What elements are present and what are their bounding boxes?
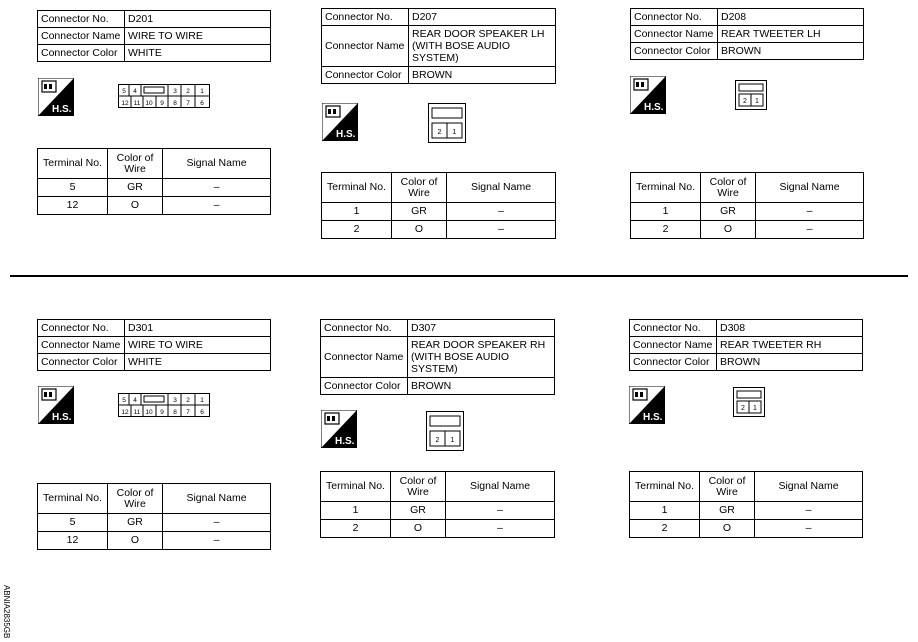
hs-label: H.S. (52, 412, 72, 423)
terminal-cell: 5 (38, 514, 108, 532)
pin-label: 3 (173, 397, 177, 404)
wire-color-cell: GR (700, 502, 755, 520)
hs-label: H.S. (52, 104, 72, 115)
wire-color-cell: GR (391, 502, 446, 520)
pin-label: 10 (145, 100, 153, 107)
wire-color-cell: O (108, 197, 163, 215)
color-of-wire-header: Color of Wire (701, 173, 756, 203)
signal-name-header: Signal Name (163, 149, 271, 179)
wire-color-cell: O (701, 221, 756, 239)
color-of-wire-header: Color of Wire (391, 472, 446, 502)
hs-icon (321, 410, 357, 448)
terminal-cell: 12 (38, 197, 108, 215)
terminal-cell: 12 (38, 532, 108, 550)
terminal-cell: 2 (321, 520, 391, 538)
wire-color-cell: O (700, 520, 755, 538)
table-row (631, 221, 864, 239)
hs-icon (630, 76, 666, 114)
pin-label: 2 (741, 405, 745, 412)
signal-cell: – (446, 520, 555, 538)
signal-name-header: Signal Name (756, 173, 864, 203)
table-row (630, 520, 863, 538)
table-row (631, 203, 864, 221)
pin-label: 3 (173, 88, 177, 95)
connector-name-value: WIRE TO WIRE (125, 337, 271, 354)
pin-label: 1 (755, 98, 759, 105)
wire-color-cell: GR (392, 203, 447, 221)
signal-cell: – (447, 221, 556, 239)
pin-label: 11 (133, 409, 141, 416)
signal-cell: – (163, 532, 271, 550)
pin-label: 12 (121, 100, 129, 107)
terminal-cell: 2 (631, 221, 701, 239)
connector-name-value: REAR TWEETER LH (718, 26, 864, 43)
connector-face-12pin (118, 393, 210, 417)
hs-icon (629, 386, 665, 424)
pin-label: 2 (437, 129, 442, 136)
hs-label: H.S. (643, 412, 663, 423)
pin-label: 9 (160, 100, 164, 107)
pin-label: 6 (200, 100, 204, 107)
wire-color-cell: O (108, 532, 163, 550)
table-row (38, 514, 271, 532)
table-row (38, 532, 271, 550)
connector-block-d301 (37, 319, 271, 371)
terminal-table-d207 (321, 172, 556, 239)
connector-name-label: Connector Name (631, 26, 718, 43)
connector-block-d207 (321, 8, 556, 84)
connector-color-value: BROWN (408, 378, 555, 395)
connector-no-value: D207 (409, 9, 556, 26)
connector-block-d201 (37, 10, 271, 62)
table-row (322, 203, 556, 221)
pin-label: 8 (173, 409, 177, 416)
connector-name-label: Connector Name (38, 28, 125, 45)
connector-name-label: Connector Name (322, 26, 409, 67)
signal-cell: – (446, 502, 555, 520)
pin-label: 1 (200, 88, 204, 95)
connector-name-label: Connector Name (38, 337, 125, 354)
signal-name-header: Signal Name (163, 484, 271, 514)
table-row (38, 179, 271, 197)
pin-label: 11 (133, 100, 141, 107)
hs-label: H.S. (336, 129, 356, 140)
connector-color-value: BROWN (718, 43, 864, 60)
connector-color-label: Connector Color (631, 43, 718, 60)
connector-info-table (320, 319, 555, 395)
pin-label: 8 (173, 100, 177, 107)
connector-color-value: WHITE (125, 45, 271, 62)
connector-no-label: Connector No. (631, 9, 718, 26)
pin-label: 4 (133, 397, 137, 404)
connector-info-table (37, 319, 271, 371)
pin-label: 2 (743, 98, 747, 105)
terminal-cell: 2 (630, 520, 700, 538)
color-of-wire-header: Color of Wire (108, 149, 163, 179)
pin-label: 9 (160, 409, 164, 416)
connector-face-2pin (428, 103, 466, 143)
pin-label: 5 (122, 88, 126, 95)
terminal-no-header: Terminal No. (630, 472, 700, 502)
connector-color-value: WHITE (125, 354, 271, 371)
connector-name-value: WIRE TO WIRE (125, 28, 271, 45)
hs-icon (322, 103, 358, 141)
pin-label: 4 (133, 88, 137, 95)
connector-face-2pin (733, 387, 765, 417)
connector-no-value: D308 (717, 320, 863, 337)
connector-name-label: Connector Name (630, 337, 717, 354)
pin-label: 7 (186, 409, 190, 416)
pin-label: 12 (121, 409, 129, 416)
terminal-no-header: Terminal No. (631, 173, 701, 203)
terminal-table-d301 (37, 483, 271, 550)
hs-label: H.S. (335, 436, 355, 447)
connector-no-value: D201 (125, 11, 271, 28)
signal-name-header: Signal Name (755, 472, 863, 502)
terminal-no-header: Terminal No. (38, 484, 108, 514)
pin-label: 1 (200, 397, 204, 404)
connector-face-12pin (118, 84, 210, 108)
connector-color-label: Connector Color (630, 354, 717, 371)
connector-color-label: Connector Color (38, 45, 125, 62)
color-of-wire-header: Color of Wire (700, 472, 755, 502)
connector-name-value: REAR TWEETER RH (717, 337, 863, 354)
signal-cell: – (755, 502, 863, 520)
connector-block-d208 (630, 8, 864, 60)
table-row (321, 520, 555, 538)
pin-label: 1 (450, 437, 455, 444)
connector-name-label: Connector Name (321, 337, 408, 378)
pin-label: 6 (200, 409, 204, 416)
pin-label: 2 (186, 88, 190, 95)
terminal-table-d201 (37, 148, 271, 215)
table-row (321, 502, 555, 520)
terminal-no-header: Terminal No. (321, 472, 391, 502)
color-of-wire-header: Color of Wire (392, 173, 447, 203)
connector-color-label: Connector Color (38, 354, 125, 371)
signal-cell: – (163, 197, 271, 215)
signal-name-header: Signal Name (446, 472, 555, 502)
connector-info-table (629, 319, 863, 371)
pin-label: 1 (753, 405, 757, 412)
connector-block-d308 (629, 319, 863, 371)
connector-no-value: D301 (125, 320, 271, 337)
connector-info-table (630, 8, 864, 60)
figure-code: ABNIA2835GB (2, 585, 11, 639)
pin-label: 2 (435, 437, 440, 444)
signal-cell: – (447, 203, 556, 221)
table-row (322, 221, 556, 239)
hs-icon (38, 386, 74, 424)
table-row (38, 197, 271, 215)
connector-face-2pin (735, 80, 767, 110)
signal-cell: – (756, 203, 864, 221)
connector-no-label: Connector No. (38, 11, 125, 28)
hs-label: H.S. (644, 102, 664, 113)
terminal-cell: 2 (322, 221, 392, 239)
terminal-no-header: Terminal No. (38, 149, 108, 179)
terminal-cell: 5 (38, 179, 108, 197)
section-divider (10, 275, 908, 277)
connector-block-d307 (320, 319, 555, 395)
pin-label: 1 (452, 129, 457, 136)
terminal-table-d208 (630, 172, 864, 239)
connector-info-table (321, 8, 556, 84)
pin-label: 5 (122, 397, 126, 404)
terminal-table-d307 (320, 471, 555, 538)
table-row (630, 502, 863, 520)
wire-color-cell: O (391, 520, 446, 538)
wire-color-cell: GR (108, 179, 163, 197)
color-of-wire-header: Color of Wire (108, 484, 163, 514)
wire-color-cell: O (392, 221, 447, 239)
pin-label: 7 (186, 100, 190, 107)
signal-cell: – (163, 179, 271, 197)
pin-label: 10 (145, 409, 153, 416)
connector-info-table (37, 10, 271, 62)
terminal-cell: 1 (322, 203, 392, 221)
signal-cell: – (756, 221, 864, 239)
wire-color-cell: GR (108, 514, 163, 532)
pin-label: 2 (186, 397, 190, 404)
connector-no-label: Connector No. (630, 320, 717, 337)
connector-color-value: BROWN (717, 354, 863, 371)
connector-no-label: Connector No. (321, 320, 408, 337)
terminal-no-header: Terminal No. (322, 173, 392, 203)
signal-name-header: Signal Name (447, 173, 556, 203)
connector-name-value: REAR DOOR SPEAKER RH (WITH BOSE AUDIO SYSTEM) (408, 337, 555, 378)
connector-no-label: Connector No. (38, 320, 125, 337)
connector-color-label: Connector Color (321, 378, 408, 395)
connector-face-2pin (426, 411, 464, 451)
terminal-cell: 1 (631, 203, 701, 221)
connector-color-label: Connector Color (322, 67, 409, 84)
terminal-table-d308 (629, 471, 863, 538)
connector-no-value: D307 (408, 320, 555, 337)
connector-name-value: REAR DOOR SPEAKER LH (WITH BOSE AUDIO SYSTEM) (409, 26, 556, 67)
connector-no-value: D208 (718, 9, 864, 26)
connector-no-label: Connector No. (322, 9, 409, 26)
hs-icon (38, 78, 74, 116)
terminal-cell: 1 (321, 502, 391, 520)
connector-color-value: BROWN (409, 67, 556, 84)
wire-color-cell: GR (701, 203, 756, 221)
signal-cell: – (755, 520, 863, 538)
signal-cell: – (163, 514, 271, 532)
terminal-cell: 1 (630, 502, 700, 520)
